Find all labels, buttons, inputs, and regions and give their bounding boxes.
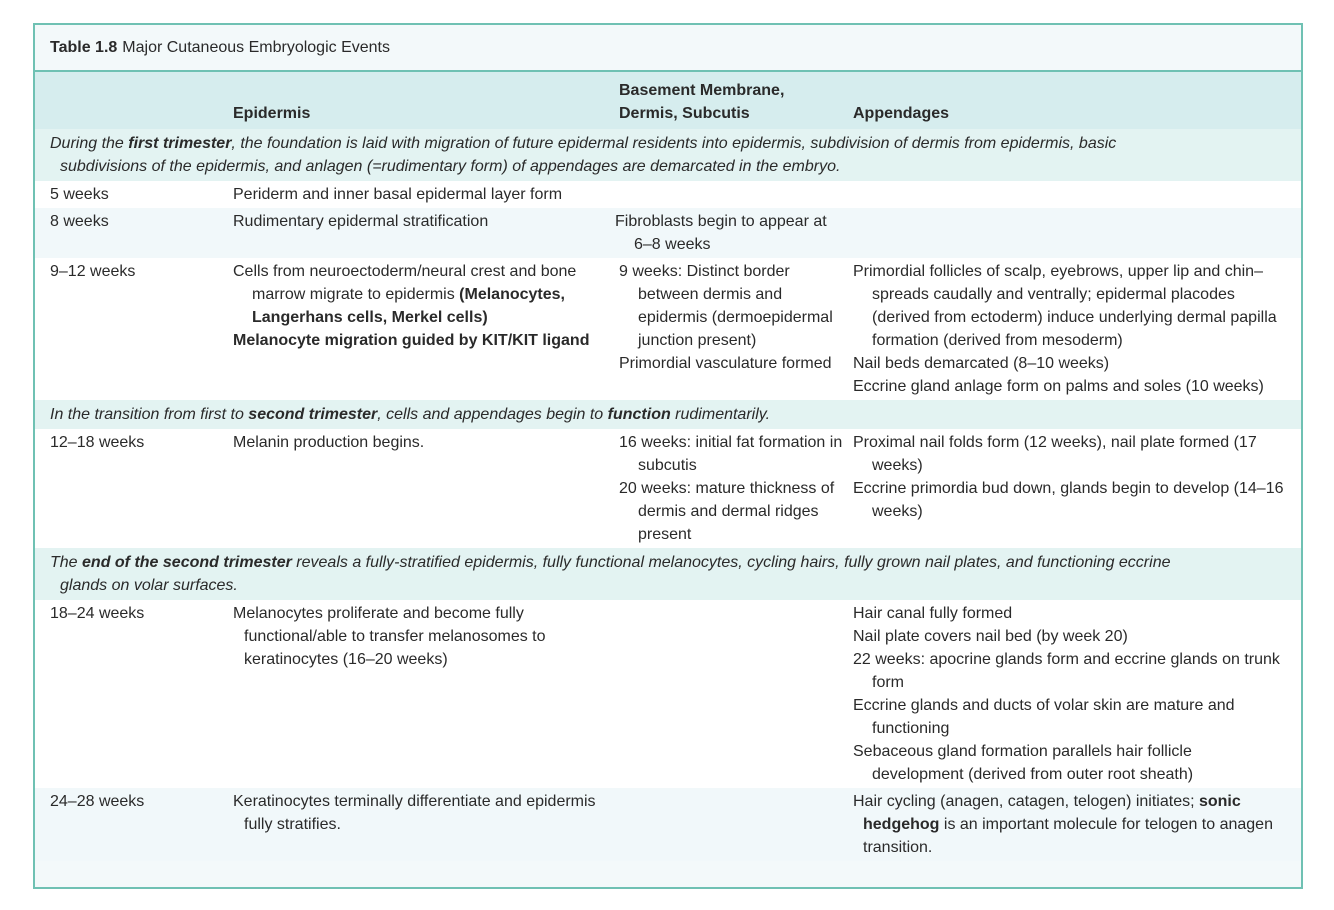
table-row: [35, 181, 1301, 208]
section-row-second-trimester-transition: [35, 400, 1301, 429]
time-cell: 18–24 weeks: [35, 600, 218, 788]
appendages-cell: Hair canal fully formed Nail plate covers nail bed (by week 20) 22 weeks: apocrine glands form and eccrine glands on trunk form Eccrine glands and ducts of volar skin are mature and functioning Sebaceous gland formation parallels hair follicle development (derived from outer root sheath): [853, 600, 1301, 788]
col-header-dermis-line2: Dermis, Subcutis: [619, 105, 750, 122]
table-title: Major Cutaneous Embryologic Events: [122, 38, 390, 56]
section-row-end-second-trimester: [35, 548, 1301, 600]
epidermis-cell: Rudimentary epidermal stratification: [218, 208, 611, 258]
time-cell: 12–18 weeks: [35, 429, 218, 548]
dermis-cell: [611, 788, 853, 861]
appendages-cell: [853, 181, 1301, 208]
appendages-cell: [853, 208, 1301, 258]
appendages-cell: Hair cycling (anagen, catagen, telogen) initiates; sonic hedgehog is an important molecule for telogen to anagen transition.: [853, 788, 1301, 861]
events-table: [35, 72, 1301, 861]
embryology-table: [33, 23, 1303, 889]
table-row: [35, 429, 1301, 548]
section-emphasis: first trimester: [128, 135, 232, 152]
epidermis-cell: Keratinocytes terminally differentiate and epidermis fully stratifies.: [218, 788, 611, 861]
section-emphasis: second trimester: [248, 406, 378, 423]
time-cell: 9–12 weeks: [35, 258, 218, 400]
col-header-appendages: Appendages: [853, 105, 950, 122]
col-header-time: [35, 72, 218, 129]
section-row-first-trimester: [35, 129, 1301, 181]
section-emphasis: function: [607, 406, 671, 423]
epidermis-cell: Periderm and inner basal epidermal layer form: [218, 181, 611, 208]
col-header-dermis: [611, 72, 853, 129]
section-note: In the transition from first to second trimester, cells and appendages begin to function rudimentarily.: [35, 400, 1301, 429]
dermis-cell: Fibroblasts begin to appear at 6–8 weeks: [611, 208, 853, 258]
table-row: [35, 208, 1301, 258]
time-cell: 24–28 weeks: [35, 788, 218, 861]
table-row: [35, 600, 1301, 788]
appendages-cell: Proximal nail folds form (12 weeks), nail plate formed (17 weeks) Eccrine primordia bud down, glands begin to develop (14–16 weeks): [853, 429, 1301, 548]
time-cell: 5 weeks: [35, 181, 218, 208]
epidermis-cell: Melanin production begins.: [218, 429, 611, 548]
table-number: Table 1.8: [50, 38, 118, 56]
section-emphasis: end of the second trimester: [82, 554, 292, 571]
section-note: During the first trimester, the foundation is laid with migration of future epidermal residents into epidermis, subdivision of dermis from epidermis, basic subdivisions of the epidermis, and anlagen (=rudimentary form) of appendages are demarcated in the embryo.: [35, 129, 1301, 181]
table-row: [35, 258, 1301, 400]
appendages-cell: Primordial follicles of scalp, eyebrows, upper lip and chin–spreads caudally and ventrally; epidermal placodes (derived from ectoderm) induce underlying dermal papilla formation (derived from mesoderm) Nail beds demarcated (8–10 weeks) Eccrine gland anlage form on palms and soles (10 weeks): [853, 258, 1301, 400]
epidermis-cell: Cells from neuroectoderm/neural crest and bone marrow migrate to epidermis (Melanocytes, Langerhans cells, Merkel cells) Melanocyte migration guided by KIT/KIT ligand: [218, 258, 611, 400]
dermis-cell: 16 weeks: initial fat formation in subcutis 20 weeks: mature thickness of dermis and dermal ridges present: [611, 429, 853, 548]
col-header-dermis-line1: Basement Membrane,: [619, 82, 785, 99]
dermis-cell: [611, 600, 853, 788]
table-row: [35, 788, 1301, 861]
section-note: The end of the second trimester reveals a fully-stratified epidermis, fully functional melanocytes, cycling hairs, fully grown nail plates, and functioning eccrine glands on volar surfaces.: [35, 548, 1301, 600]
dermis-cell: [611, 181, 853, 208]
time-cell: 8 weeks: [35, 208, 218, 258]
header-row: [35, 72, 1301, 129]
col-header-epidermis: Epidermis: [233, 105, 311, 122]
table-caption: [35, 25, 1301, 72]
dermis-cell: 9 weeks: Distinct border between dermis and epidermis (dermoepidermal junction present) Primordial vasculature formed: [611, 258, 853, 400]
epidermis-cell: Melanocytes proliferate and become fully functional/able to transfer melanosomes to keratinocytes (16–20 weeks): [218, 600, 611, 788]
